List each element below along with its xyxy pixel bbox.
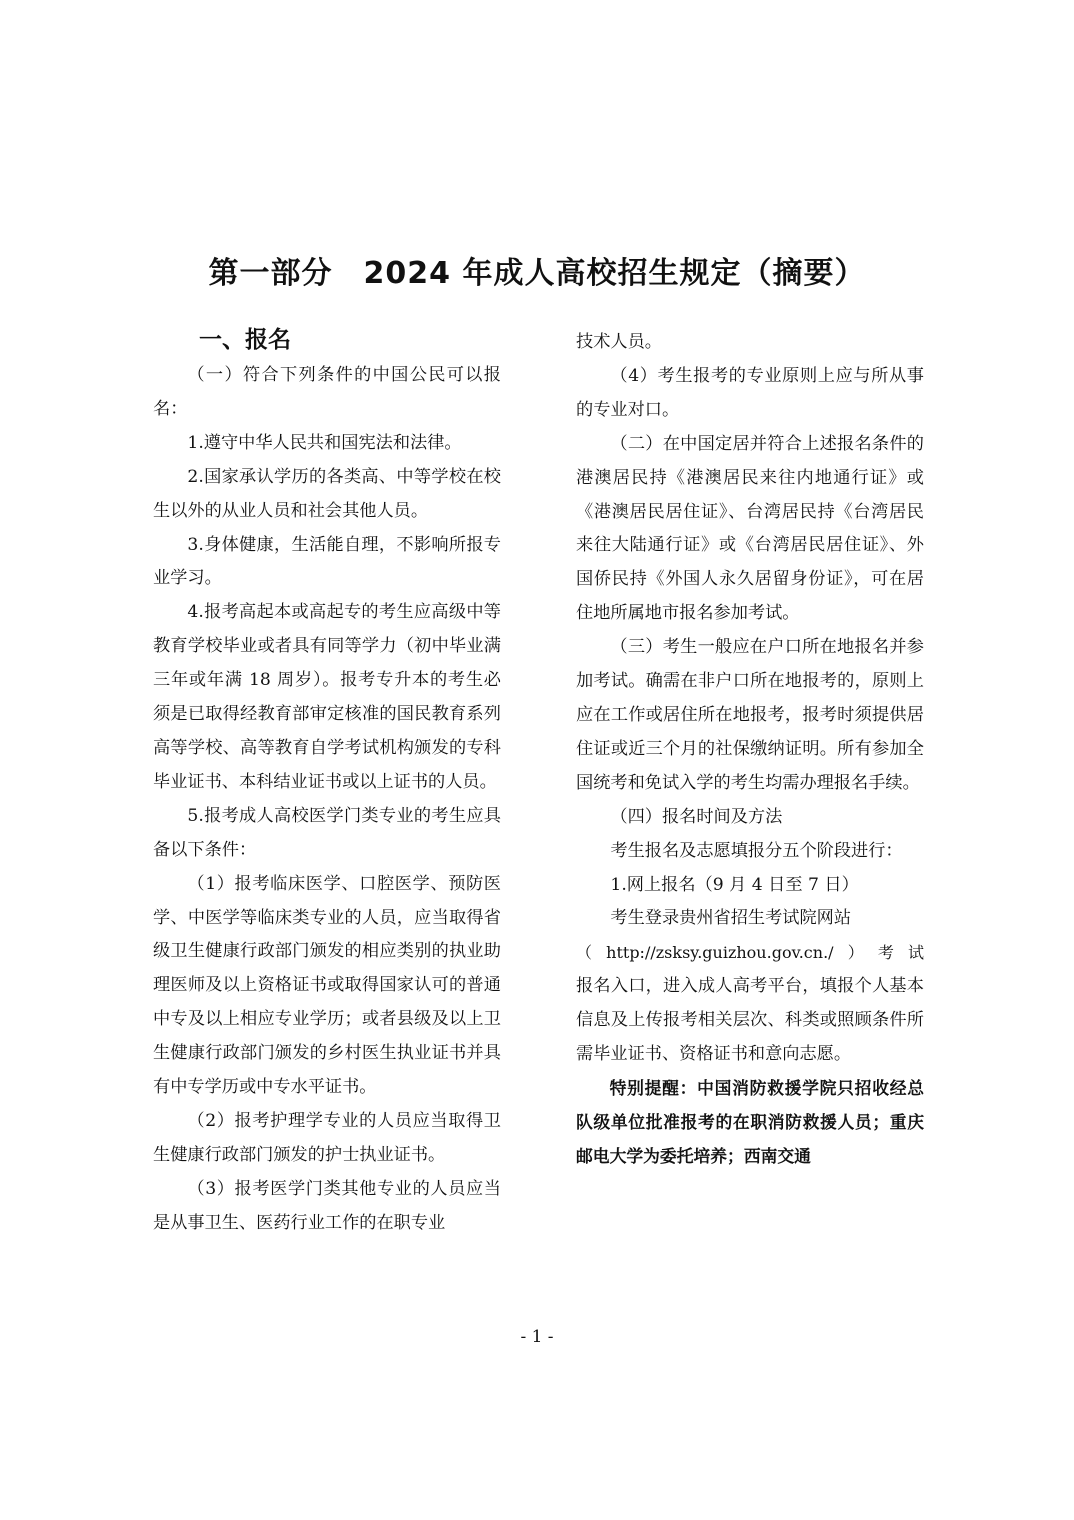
- paragraph-condition-4: 4.报考高起本或高起专的考生应高级中等教育学校毕业或者具有同等学力（初中毕业满三年或年满 18 周岁）。报考专升本的考生必须是已取得经教育部审定核准的国民教育系列高等学校、高等教育自学考试机构颁发的专科毕业证书、本科结业证书或以上证书的人员。: [153, 602, 501, 792]
- paragraph-online-registration: 1.网上报名（9 月 4 日至 7 日）: [610, 874, 859, 895]
- paragraph-website-instructions: 报名入口，进入成人高考平台，填报个人基本信息及上传报考相关层次、科类或照顾条件所需毕业证书、资格证书和意向志愿。: [576, 976, 924, 1065]
- paragraph-condition-3: 3.身体健康，生活能自理，不影响所报专业学习。: [153, 534, 501, 589]
- page-title: 第一部分 2024 年成人高校招生规定（摘要）: [208, 256, 866, 291]
- paragraph-five-stages: 考生报名及志愿填报分五个阶段进行：: [610, 840, 903, 861]
- paragraph-condition-2: 2.国家承认学历的各类高、中等学校在校生以外的从业人员和社会其他人员。: [153, 466, 501, 521]
- paragraph-medical-3: （3）报考医学门类其他专业的人员应当是从事卫生、医药行业工作的在职专业: [153, 1178, 501, 1233]
- paragraph-condition-5: 5.报考成人高校医学门类专业的考生应具备以下条件：: [153, 805, 501, 860]
- left-column: [153, 323, 501, 1241]
- section-heading-registration: 一、报名: [199, 327, 291, 353]
- paragraph-registration-location: （三）考生一般应在户口所在地报名并参加考试。确需在非户口所在地报考的，原则上应在工作或居住所在地报考，报考时须提供居住证或近三个月的社保缴纳证明。所有参加全国统考和免试入学的考生均需办理报名手续。: [576, 637, 924, 793]
- special-reminder: 特别提醒：中国消防救援学院只招收经总队级单位批准报考的在职消防救援人员；重庆邮电大学为委托培养；西南交通: [576, 1077, 924, 1166]
- page-number: - 1 -: [520, 1327, 554, 1347]
- paragraph-website-login: 考生登录贵州省招生考试院网站: [610, 908, 852, 929]
- paragraph-condition-1: 1.遵守中华人民共和国宪法和法律。: [187, 432, 462, 453]
- paragraph-eligibility-intro: （一）符合下列条件的中国公民可以报名：: [153, 365, 501, 419]
- website-url: （http://zsksy.guizhou.gov.cn./）考试: [576, 943, 924, 963]
- paragraph-continuation: 技术人员。: [576, 332, 662, 352]
- paragraph-registration-time-heading: （四）报名时间及方法: [610, 806, 783, 827]
- paragraph-medical-2: （2）报考护理学专业的人员应当取得卫生健康行政部门颁发的护士执业证书。: [153, 1110, 501, 1165]
- right-column: [576, 326, 924, 1174]
- paragraph-hk-macao-taiwan: （二）在中国定居并符合上述报名条件的港澳居民持《港澳居民来往内地通行证》或《港澳居民居住证》、台湾居民持《台湾居民来往大陆通行证》或《台湾居民居住证》、外国侨民持《外国人永久居留身份证》，可在居住地所属地市报名参加考试。: [576, 433, 924, 624]
- paragraph-medical-1: （1）报考临床医学、口腔医学、预防医学、中医学等临床类专业的人员，应当取得省级卫生健康行政部门颁发的相应类别的执业助理医师及以上资格证书或取得国家认可的普通中专及以上相应专业学历；或者县级及以上卫生健康行政部门颁发的乡村医生执业证书并具有中专学历或中专水平证书。: [153, 873, 501, 1098]
- paragraph-medical-4: （4）考生报考的专业原则上应与所从事的专业对口。: [576, 365, 924, 420]
